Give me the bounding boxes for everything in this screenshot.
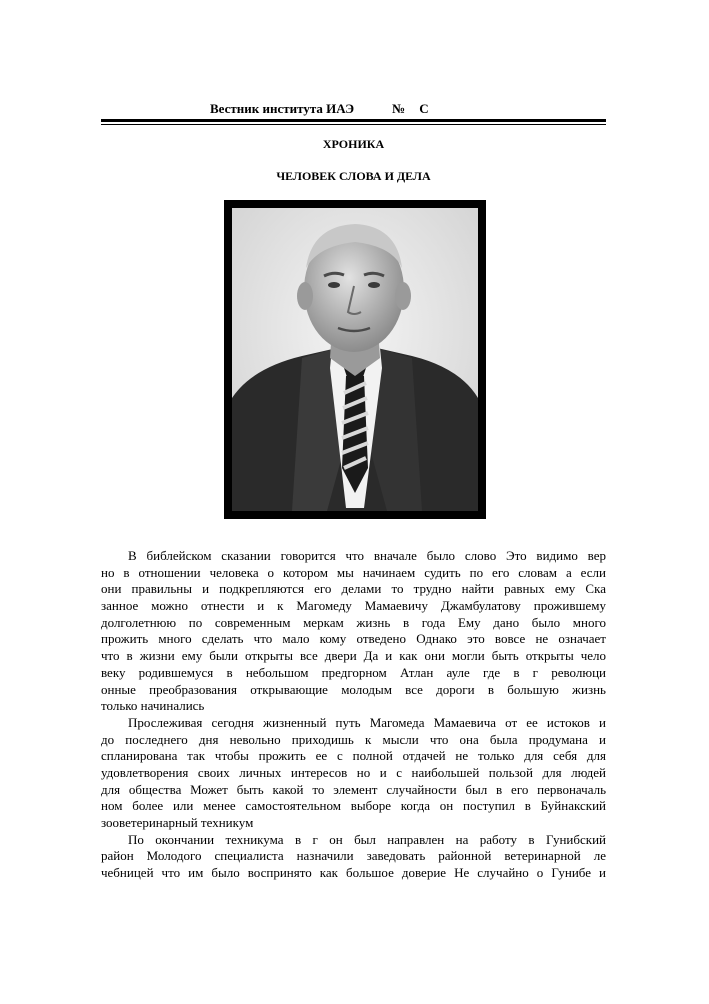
body-line: По окончании техникума в г он был направлен на работу в Гунибский [128,831,606,847]
body-line: В библейском сказании говорится что вначале было слово Это видимо вер [128,548,606,563]
body-line: спланирована так чтобы прожить ее с полной отдачей не только для себя для [101,748,606,764]
section-title: ХРОНИКА [322,137,385,151]
body-line: до последнего дня невольно приходишь к мысли что она была продумана и [101,731,606,747]
portrait-photo [232,208,478,511]
body-line: занное можно отнести и к Магомеду Мамаевичу Джамбулатову прожившему [101,598,606,614]
header-rule-thin [101,124,606,125]
issue-number-sign: № [392,101,406,116]
body-line: веку родившемуся в небольшом предгорном Атлан ауле где в г революци [101,664,606,680]
body-line: район Молодого специалиста назначили заведовать районной ветеринарной ле [101,848,606,864]
body-line: для общества Может быть какой то элемент случайности был в его первоначаль [101,781,606,797]
header-rule-thick [101,119,606,122]
portrait-illustration [232,208,478,511]
body-line: ном более или менее самостоятельном выборе когда он поступил в Буйнакский [101,798,606,814]
body-line: чебницей что им было воспринято как большое доверие Не случайно о Гунибе и [101,865,606,881]
body-line: но в отношении человека о котором мы начинаем судить по его словам а если [101,564,606,580]
body-line: они правильны и подкрепляются его делами то трудно найти равных ему Ска [101,581,606,597]
body-line: Прослеживая сегодня жизненный путь Магомеда Мамаевича от ее истоков и [128,714,606,730]
article-title: ЧЕЛОВЕК СЛОВА И ДЕЛА [276,169,431,183]
body-line: зооветеринарный техникум [101,815,254,830]
body-line: онные преобразования открывающие молодым все дороги в большую жизнь [101,681,606,697]
body-line: только начинались [101,698,205,714]
journal-header [210,101,429,117]
article-body [101,548,606,882]
journal-name: Вестник института ИАЭ [210,101,355,116]
body-line: долголетнюю по современным меркам жизнь в года Ему дано было много [101,614,606,630]
body-line: удовлетворения своих личных интересов но и с наибольшей пользой для людей [101,764,606,780]
body-line: что в жизни ему были открыты все двери Да и как они могли быть открыты чело [101,648,606,664]
issue-code: С [419,101,429,116]
portrait-photo-frame [224,200,486,519]
body-line: прожить много сделать что мало кому отведено Однако это вовсе не означает [101,631,606,647]
